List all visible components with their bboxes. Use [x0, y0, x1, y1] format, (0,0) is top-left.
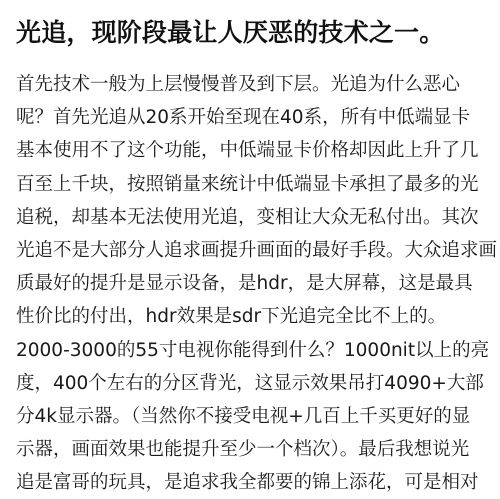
article-title: 光追，现阶段最让人厌恶的技术之一。 — [16, 18, 445, 47]
body-line: 度，400个左右的分区背光，这显示效果吊打4090+大部 — [16, 372, 484, 394]
body-line: 示器，画面效果也能提升至少一个档次）。最后我想说光 — [16, 439, 470, 461]
body-line: 质最好的提升是显示设备，是hdr，是大屏幕，这是最具 — [16, 273, 473, 295]
body-line: 性价比的付出，hdr效果是sdr下光追完全比不上的。 — [16, 306, 447, 328]
body-line: 分4k显示器。（当然你不接受电视+几百上千买更好的显 — [16, 405, 471, 427]
body-line: 追税，却基本无法使用光追，变相让大众无私付出。其次 — [16, 206, 479, 228]
body-line: 追是富哥的玩具，是追求我全都要的锦上添花，可是相对 — [16, 472, 479, 494]
article-body — [16, 68, 498, 499]
body-line: 2000-3000的55寸电视你能得到什么？1000nit以上的亮 — [16, 339, 490, 361]
body-line: 光追不是大部分人追求画提升画面的最好手段。大众追求画 — [16, 239, 498, 261]
body-line: 百至上千块，按照销量来统计中低端显卡承担了最多的光 — [16, 173, 479, 195]
body-line: 基本使用不了这个功能，中低端显卡价格却因此上升了几 — [16, 140, 479, 162]
body-line: 呢？首先光追从20系开始至现在40系，所有中低端显卡 — [16, 107, 471, 129]
body-line: 首先技术一般为上层慢慢普及到下层。光追为什么恶心 — [16, 74, 461, 95]
